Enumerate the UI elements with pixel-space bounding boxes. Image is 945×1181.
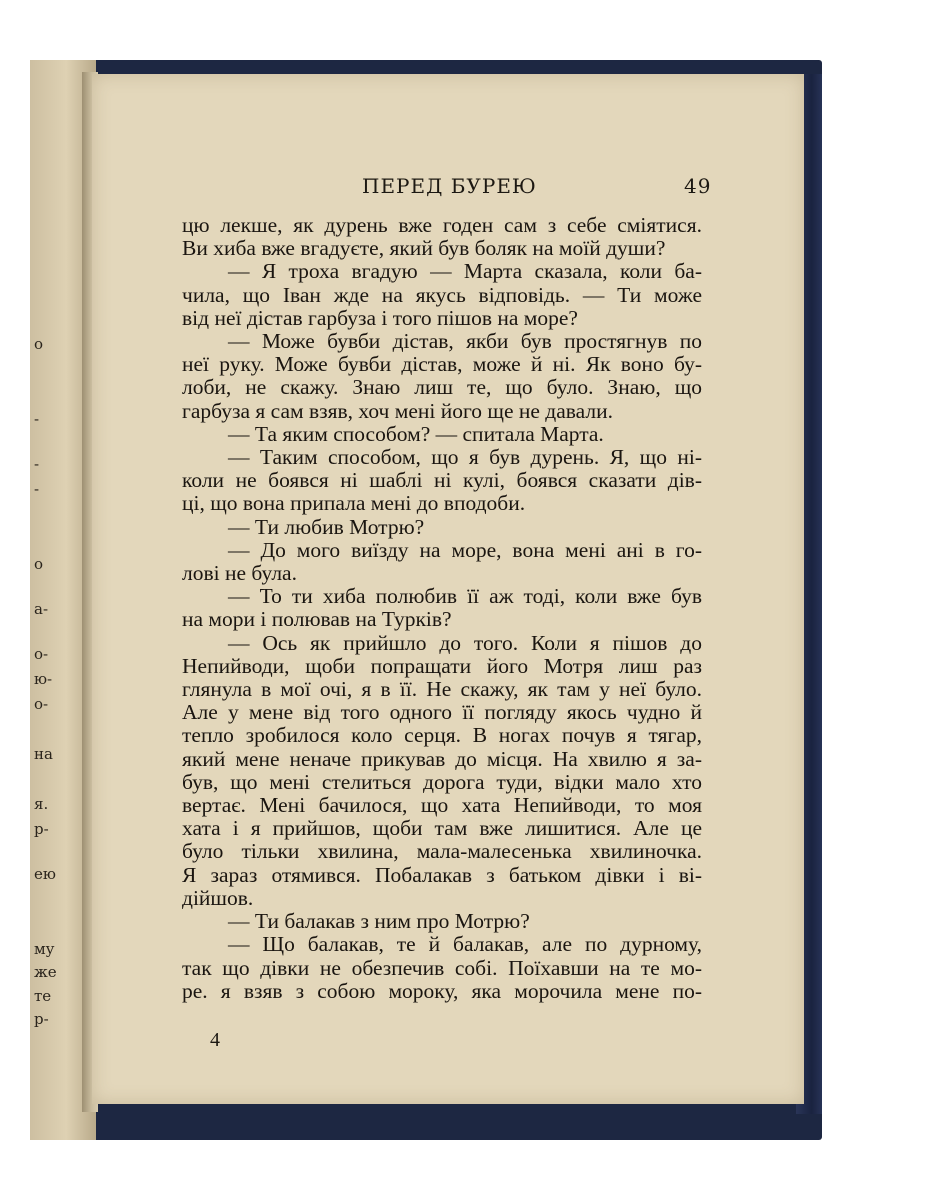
text-line: — До мого виїзду на море, вона мені ані в го- — [228, 538, 702, 562]
text-line: лові не була. — [182, 562, 297, 586]
left-page-fragment: на — [34, 745, 53, 763]
text-line: гарбуза я сам взяв, хоч мені його ще не давали. — [182, 399, 613, 423]
left-page-fragment: - — [34, 410, 40, 428]
text-line: — Таким способом, що я був дурень. Я, що ні- — [228, 446, 702, 470]
text-line: коли не боявся ні шаблі ні кулі, боявся сказати дів- — [182, 469, 702, 493]
text-line: так що дівки не обезпечив собі. Поїхавши на те мо- — [182, 956, 702, 980]
left-page-fragment: о — [34, 335, 44, 353]
text-line: Але у мене від того одного її погляду якось чудно й — [182, 701, 702, 725]
text-line: який мене неначе прикував до місця. На хвилю я за- — [182, 747, 702, 771]
text-line: Непийводи, щоби попращати його Мотря лиш раз — [182, 654, 702, 678]
left-page-fragment: а- — [34, 600, 49, 618]
text-line: було тільки хвилина, мала-малесенька хвилиночка. — [182, 840, 702, 864]
left-page-fragment: ю- — [34, 670, 53, 688]
text-line: цю лекше, як дурень вже годен сам з себе сміятися. — [182, 214, 702, 237]
text-line: — Ти любив Мотрю? — [228, 515, 425, 539]
left-page-fragment: же — [34, 963, 57, 981]
left-page-fragment: р- — [34, 820, 49, 838]
body-text — [182, 214, 702, 1003]
left-page-fragment: о- — [34, 695, 49, 713]
text-line: — Що балакав, те й балакав, але по дурному, — [228, 933, 702, 957]
left-page-fragment: те — [34, 987, 52, 1005]
left-page-fragment: я. — [34, 795, 49, 813]
text-line: від неї дістав гарбуза і того пішов на море? — [182, 306, 578, 330]
text-line: — Може бувби дістав, якби був простягнув по — [228, 330, 702, 354]
text-line: Я зараз отямився. Побалакав з батьком дівки і ві- — [182, 863, 702, 887]
book-page — [92, 74, 804, 1104]
text-line: хата і я прийшов, щоби там вже лишитися. Але це — [182, 817, 702, 841]
text-line: ре. я взяв з собою мороку, яка морочила мене по- — [182, 979, 702, 1003]
left-page-fragment: - — [34, 455, 40, 473]
text-line: на мори і полював на Турків? — [182, 608, 452, 632]
left-page-fragment: о — [34, 555, 44, 573]
text-line: дійшов. — [182, 886, 254, 910]
signature-mark: 4 — [210, 1029, 220, 1051]
text-line: Ви хиба вже вгадуєте, який був боляк на моїй души? — [182, 237, 666, 261]
text-line: глянула в мої очі, я в її. Не скажу, як там у неї було. — [182, 678, 702, 702]
text-line: лоби, не скажу. Знаю лиш те, що було. Знаю, що — [182, 376, 702, 400]
text-line: чила, що Іван жде на якусь відповідь. — Ти може — [182, 283, 702, 307]
text-line: вертає. Мені бачилося, що хата Непийводи, то моя — [182, 794, 702, 818]
text-line: — Та яким способом? — спитала Марта. — [228, 422, 604, 446]
left-page-fragment: р- — [34, 1010, 49, 1028]
text-line: — Ось як прийшло до того. Коли я пішов до — [228, 631, 702, 655]
text-line: був, що мені стелиться дорога туди, відки мало хто — [182, 770, 702, 794]
running-title: ПЕРЕД БУРЕЮ — [362, 174, 537, 198]
text-line: — Я троха вгадую — Марта сказала, коли ба- — [228, 260, 702, 284]
left-page-fragment: ею — [34, 865, 56, 883]
text-line: неї руку. Може бувби дістав, може й ні. Як воно бу- — [182, 353, 702, 377]
text-line: ці, що вона припала мені до вподоби. — [182, 492, 526, 516]
left-page-fragment: - — [34, 480, 40, 498]
text-line: — Ти балакав з ним про Мотрю? — [228, 910, 530, 934]
page-number: 49 — [684, 174, 712, 198]
left-page-fragment: му — [34, 940, 55, 958]
text-line: — То ти хиба полюбив її аж тоді, коли вже був — [228, 585, 702, 609]
left-page-fragment: о- — [34, 645, 49, 663]
text-line: тепло зробилося коло серця. В ногах почув я тягар, — [182, 724, 702, 748]
